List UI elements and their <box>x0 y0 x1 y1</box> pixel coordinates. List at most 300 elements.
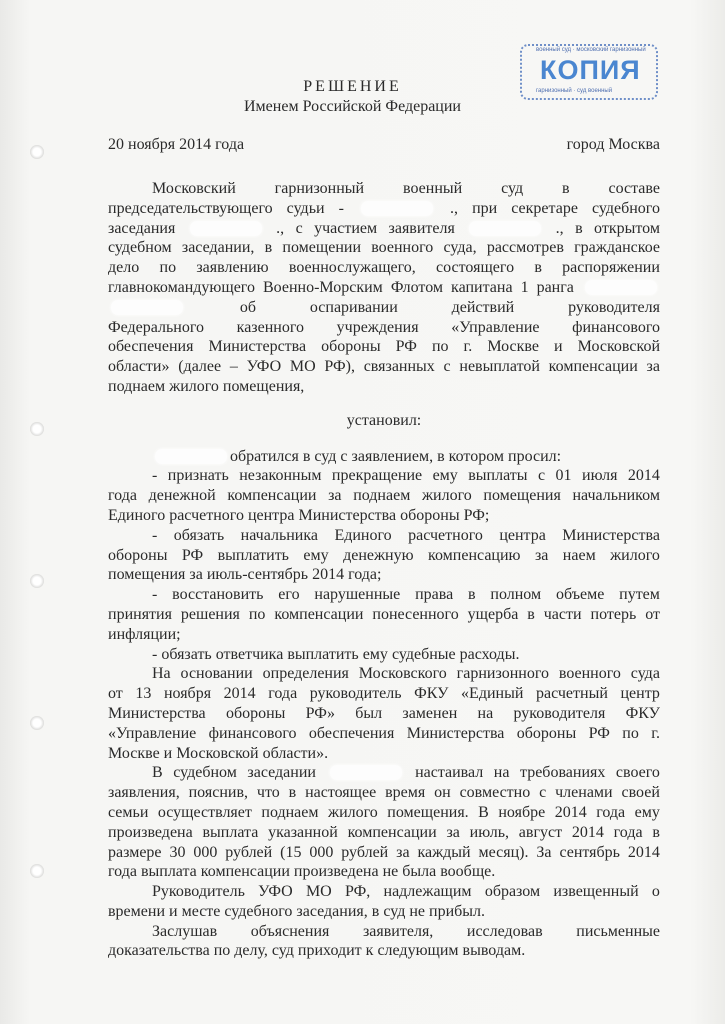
word: оспаривании <box>309 298 398 316</box>
word: помещения. <box>387 803 469 821</box>
text-line <box>108 704 660 724</box>
word: жилого <box>421 487 472 505</box>
text-line <box>108 486 660 506</box>
word: в <box>302 447 311 465</box>
word: - <box>338 199 344 217</box>
word: прекращение <box>331 467 423 485</box>
word: исследовав <box>466 922 543 940</box>
word: принятия <box>108 605 172 623</box>
word: указанной <box>268 823 338 841</box>
word: и <box>169 902 178 920</box>
paragraph <box>108 922 660 962</box>
word: компенсации <box>200 863 290 881</box>
word: - <box>152 467 158 485</box>
word: Министерства <box>562 526 660 544</box>
word: судебном <box>173 764 237 782</box>
word: секретаре <box>511 199 578 217</box>
word: по <box>431 338 449 356</box>
punch-hole <box>30 574 44 588</box>
word: об <box>239 298 257 316</box>
word: 2014 <box>627 467 660 485</box>
word: ему <box>303 546 329 564</box>
word: был <box>355 704 383 722</box>
word: надлежащим <box>383 883 472 901</box>
word: Заслушав <box>152 922 218 940</box>
word: по <box>159 259 177 277</box>
word: МО <box>305 883 332 901</box>
word: произведена <box>108 823 193 841</box>
word: помещения <box>483 487 561 505</box>
word: обеспечения <box>308 724 395 742</box>
stamp-label: КОПИЯ <box>540 55 641 85</box>
punch-hole <box>30 422 44 436</box>
word: основании <box>180 665 253 683</box>
word: компенсации <box>274 605 364 623</box>
redaction <box>111 300 183 315</box>
word: Руководитель <box>152 883 245 901</box>
word: (15 <box>280 843 302 861</box>
word: ему <box>432 467 458 485</box>
paragraph <box>108 526 660 585</box>
word: инфляции; <box>108 625 181 643</box>
word: от <box>645 605 660 623</box>
word: на <box>493 764 510 782</box>
word: обороны <box>108 546 168 564</box>
word: 2014 <box>312 566 345 584</box>
document-date: 20 ноября 2014 года <box>108 136 245 153</box>
paragraph <box>108 466 660 525</box>
word: 2014 <box>223 685 256 703</box>
word: помещении <box>282 239 362 257</box>
word: Московской <box>577 338 660 356</box>
word: ему <box>634 803 660 821</box>
word: 2014 <box>627 843 660 861</box>
word: за <box>446 823 460 841</box>
word: он <box>434 784 451 802</box>
word: МО <box>289 358 316 376</box>
word: 13 <box>135 685 152 703</box>
word: за <box>328 487 342 505</box>
paragraph <box>108 645 660 665</box>
word: военнослужащего, <box>288 259 416 277</box>
word: гражданское <box>574 239 660 257</box>
paragraph <box>108 664 660 763</box>
text-line <box>108 337 660 357</box>
word: Федерального <box>108 318 205 336</box>
word: обороны <box>516 724 577 742</box>
word: главнокомандующего <box>108 278 255 296</box>
word: суд <box>501 180 524 197</box>
word: ., <box>450 199 459 217</box>
word: года <box>108 863 137 881</box>
text-line <box>108 664 660 684</box>
word: РФ), <box>324 358 355 376</box>
word: своей <box>621 784 660 802</box>
text-line <box>108 882 660 902</box>
word: поднаем <box>353 487 411 505</box>
word: компенсацию <box>428 546 521 564</box>
word: заседания, <box>296 902 368 920</box>
word: пояснив, <box>188 784 248 802</box>
word: «Управление <box>108 724 197 742</box>
text-line <box>108 179 660 199</box>
word: выплата <box>202 823 259 841</box>
word: жилого <box>169 377 219 395</box>
word: области» <box>108 358 170 376</box>
word: признать <box>167 467 229 485</box>
word: заявителя, <box>362 922 434 940</box>
word: образом <box>484 883 541 901</box>
text-line <box>108 278 660 298</box>
word: в <box>288 784 297 802</box>
word: года <box>108 487 137 505</box>
text-line <box>108 258 660 278</box>
word: распоряжении <box>562 259 660 277</box>
word: года <box>596 803 626 821</box>
word: заседания <box>108 219 176 237</box>
word: в <box>437 447 445 465</box>
text-line <box>108 357 660 377</box>
word: казенного <box>236 318 305 336</box>
word: финансового <box>572 318 660 336</box>
word: объеме <box>555 586 605 604</box>
word: компенсации <box>227 487 317 505</box>
word: произведена <box>293 863 379 881</box>
text-line <box>108 625 660 645</box>
redaction <box>190 221 262 236</box>
word: Москве <box>108 744 160 762</box>
word: Единого <box>108 506 166 524</box>
word: в <box>652 823 660 841</box>
word: РФ» <box>305 704 335 722</box>
word: сентябрь <box>559 843 620 861</box>
text-line <box>108 783 660 803</box>
paragraph <box>108 447 660 467</box>
word: обороны <box>225 704 286 722</box>
word: Москве <box>487 338 539 356</box>
word: осуществляет <box>157 803 252 821</box>
word: – <box>229 358 238 376</box>
word: части <box>543 605 582 623</box>
word: г. <box>651 724 660 742</box>
word: капитана <box>451 278 513 296</box>
word: с <box>443 358 451 376</box>
resolution-heading: установил: <box>346 411 422 429</box>
word: расчетный <box>535 685 608 703</box>
word: за <box>534 546 549 564</box>
stamp-top-text: военный суд · московский гарнизонный <box>536 47 646 53</box>
word: о <box>651 883 660 901</box>
word: приходит <box>297 942 362 960</box>
text-line <box>108 565 660 585</box>
text-line <box>108 645 660 665</box>
word: по <box>248 605 266 623</box>
word: центр <box>620 685 660 703</box>
word: ноябре <box>498 803 546 821</box>
word: - <box>152 586 158 604</box>
word: понесенного <box>372 605 459 623</box>
word: обороны <box>400 506 460 524</box>
text-line <box>108 684 660 704</box>
word: участием <box>314 219 378 237</box>
word: незаконным <box>239 467 322 485</box>
word: заявителя <box>388 219 455 237</box>
redaction <box>585 280 657 295</box>
text-line <box>108 862 660 882</box>
word: судьи <box>286 199 325 217</box>
word: года <box>613 823 643 841</box>
word: нарушенные <box>314 586 401 604</box>
word: За <box>536 843 552 861</box>
word: Московский <box>152 180 236 197</box>
word: июль, <box>469 823 510 841</box>
redaction <box>330 765 402 780</box>
word: настоящее <box>305 784 377 802</box>
word: ему <box>362 645 388 663</box>
word: расходы. <box>459 645 520 663</box>
word: Московской <box>176 744 259 762</box>
document-title: РЕШЕНИЕ <box>303 78 402 95</box>
word: Флотом <box>390 278 444 296</box>
word: 2014 <box>554 803 587 821</box>
word: Министерства <box>108 704 206 722</box>
text-line <box>108 803 660 823</box>
word: за <box>396 843 410 861</box>
punch-hole <box>30 145 44 159</box>
word: 000 <box>193 843 218 861</box>
word: руководитель <box>309 685 402 703</box>
word: решения <box>180 605 240 623</box>
text-line <box>108 585 660 605</box>
text-line <box>108 298 660 318</box>
word: и <box>163 744 173 762</box>
paragraph <box>108 585 660 644</box>
word: месяц). <box>478 843 529 861</box>
document-body <box>108 179 660 961</box>
word: с <box>539 784 547 802</box>
word: учреждения <box>336 318 419 336</box>
redaction <box>469 221 541 236</box>
word: Министерства <box>208 338 307 356</box>
word: заседании, <box>181 239 255 257</box>
text-line <box>108 546 660 566</box>
word: связанных <box>363 358 435 376</box>
word: компенсации <box>548 358 638 376</box>
word: гарнизонный <box>274 180 365 197</box>
word: судебные <box>391 645 456 663</box>
word: суда, <box>443 239 477 257</box>
word: (далее <box>178 358 222 376</box>
text-line <box>108 318 660 338</box>
word: восстановить <box>172 586 264 604</box>
word: прибыл. <box>429 902 486 920</box>
word: полном <box>490 586 542 604</box>
word: невыплатой <box>459 358 540 376</box>
word: суд <box>383 902 406 920</box>
word: Единого <box>334 526 392 544</box>
word: денежной <box>148 487 216 505</box>
stamp-bottom-text: гарнизонный · суд военный <box>536 88 613 94</box>
word: РФ <box>395 338 417 356</box>
word: заявлению <box>196 259 269 277</box>
word: расчетного <box>408 526 483 544</box>
word: военного <box>558 665 621 683</box>
word: ФКУ <box>414 685 449 703</box>
word: поднаем <box>108 377 166 395</box>
claims-section <box>108 447 660 962</box>
word: обязать <box>161 645 212 663</box>
word: его <box>278 586 300 604</box>
word: извещенный <box>553 883 639 901</box>
word: заменен <box>402 704 458 722</box>
text-line <box>108 763 660 783</box>
word: действий <box>451 298 515 316</box>
word: июль-сентябрь <box>206 566 309 584</box>
text-line <box>108 377 660 397</box>
intro-section <box>108 179 660 397</box>
word: На <box>152 665 171 683</box>
word: с <box>295 219 303 237</box>
word: гарнизонного <box>456 665 549 683</box>
word: ФКУ <box>625 704 660 722</box>
word: в <box>527 605 535 623</box>
word: поднаем <box>261 803 319 821</box>
word: 1 <box>520 278 529 296</box>
word: судебного <box>591 199 660 217</box>
word: членами <box>555 784 613 802</box>
word: дело <box>108 259 140 277</box>
word: УФО <box>258 883 293 901</box>
word: выводам. <box>462 942 526 960</box>
word: финансового <box>208 724 297 742</box>
word: требованиях <box>520 764 606 782</box>
text-line <box>108 506 660 526</box>
text-line <box>108 447 660 467</box>
word: «Единый <box>461 685 524 703</box>
word: 01 <box>555 467 572 485</box>
word: с <box>537 467 546 485</box>
document-subtitle: Именем Российской Федерации <box>244 98 461 115</box>
word: времени <box>108 902 166 920</box>
word: путем <box>619 586 660 604</box>
word: определения <box>262 665 349 683</box>
punch-hole <box>30 716 44 730</box>
text-line <box>108 744 660 764</box>
word: при <box>472 199 498 217</box>
word: года; <box>348 566 382 584</box>
text-line <box>108 823 660 843</box>
word: года <box>268 685 298 703</box>
text-line <box>108 902 660 922</box>
word: ранга <box>536 278 574 296</box>
word: за <box>189 566 203 584</box>
word: состоящего <box>436 259 515 277</box>
text-line <box>108 922 660 942</box>
word: размере <box>108 843 162 861</box>
word: председательствующего <box>108 199 273 217</box>
word: - <box>152 645 158 663</box>
text-line <box>108 941 660 961</box>
word: время <box>385 784 426 802</box>
word: Московского <box>358 665 447 683</box>
word: ноября <box>163 685 212 703</box>
word: наем <box>562 546 596 564</box>
word: обязать <box>173 526 225 544</box>
word: руководителя <box>513 704 606 722</box>
word: с <box>340 447 348 465</box>
word: заседании <box>247 764 316 782</box>
word: за <box>646 358 660 376</box>
word: в <box>468 586 476 604</box>
word: месте <box>181 902 221 920</box>
word: ответчика <box>215 645 284 663</box>
word: РФ, <box>344 883 371 901</box>
word: 30 <box>169 843 186 861</box>
word: жилого <box>328 803 378 821</box>
word: Военно-Морским <box>262 278 383 296</box>
word: обратился <box>230 447 299 465</box>
word: котором <box>448 447 505 465</box>
word: следующим <box>377 942 459 960</box>
text-line <box>108 238 660 258</box>
word: жилого <box>610 546 660 564</box>
word: выплаты <box>468 467 528 485</box>
word: В <box>478 803 489 821</box>
word: просил: <box>508 447 562 465</box>
word: была <box>402 863 437 881</box>
text-line <box>108 199 660 219</box>
word: судебном <box>108 239 172 257</box>
word: обеспечения <box>108 338 194 356</box>
word: на <box>477 704 494 722</box>
text-line <box>108 724 660 744</box>
word: ., <box>555 219 564 237</box>
redaction <box>155 449 227 464</box>
word: семьи <box>108 803 149 821</box>
word: от <box>108 685 123 703</box>
word: объяснения <box>250 922 330 940</box>
word: настаивал <box>415 764 484 782</box>
word: «Управление <box>451 318 540 336</box>
word: Министерства <box>406 724 505 742</box>
word: помещения, <box>222 377 305 395</box>
word: и <box>554 338 563 356</box>
word: права <box>415 586 454 604</box>
word: центра <box>247 506 295 524</box>
word: каждый <box>417 843 471 861</box>
word: центра <box>499 526 546 544</box>
word: области». <box>262 744 329 762</box>
word: УФО <box>246 358 282 376</box>
word: по <box>213 942 231 960</box>
word: суд <box>314 447 337 465</box>
word: руководителя <box>568 298 660 316</box>
text-line <box>108 843 660 863</box>
word: судебного <box>224 902 293 920</box>
word: потерь <box>590 605 637 623</box>
word: доказательства <box>108 942 210 960</box>
paragraph <box>108 882 660 922</box>
redaction <box>361 201 433 216</box>
word: по <box>622 724 639 742</box>
word: выплата <box>140 863 197 881</box>
word: расчетного <box>169 506 244 524</box>
word: рублей <box>225 843 273 861</box>
word: помещения <box>108 566 186 584</box>
text-line <box>108 526 660 546</box>
word: рублей <box>341 843 389 861</box>
word: не <box>409 902 426 920</box>
